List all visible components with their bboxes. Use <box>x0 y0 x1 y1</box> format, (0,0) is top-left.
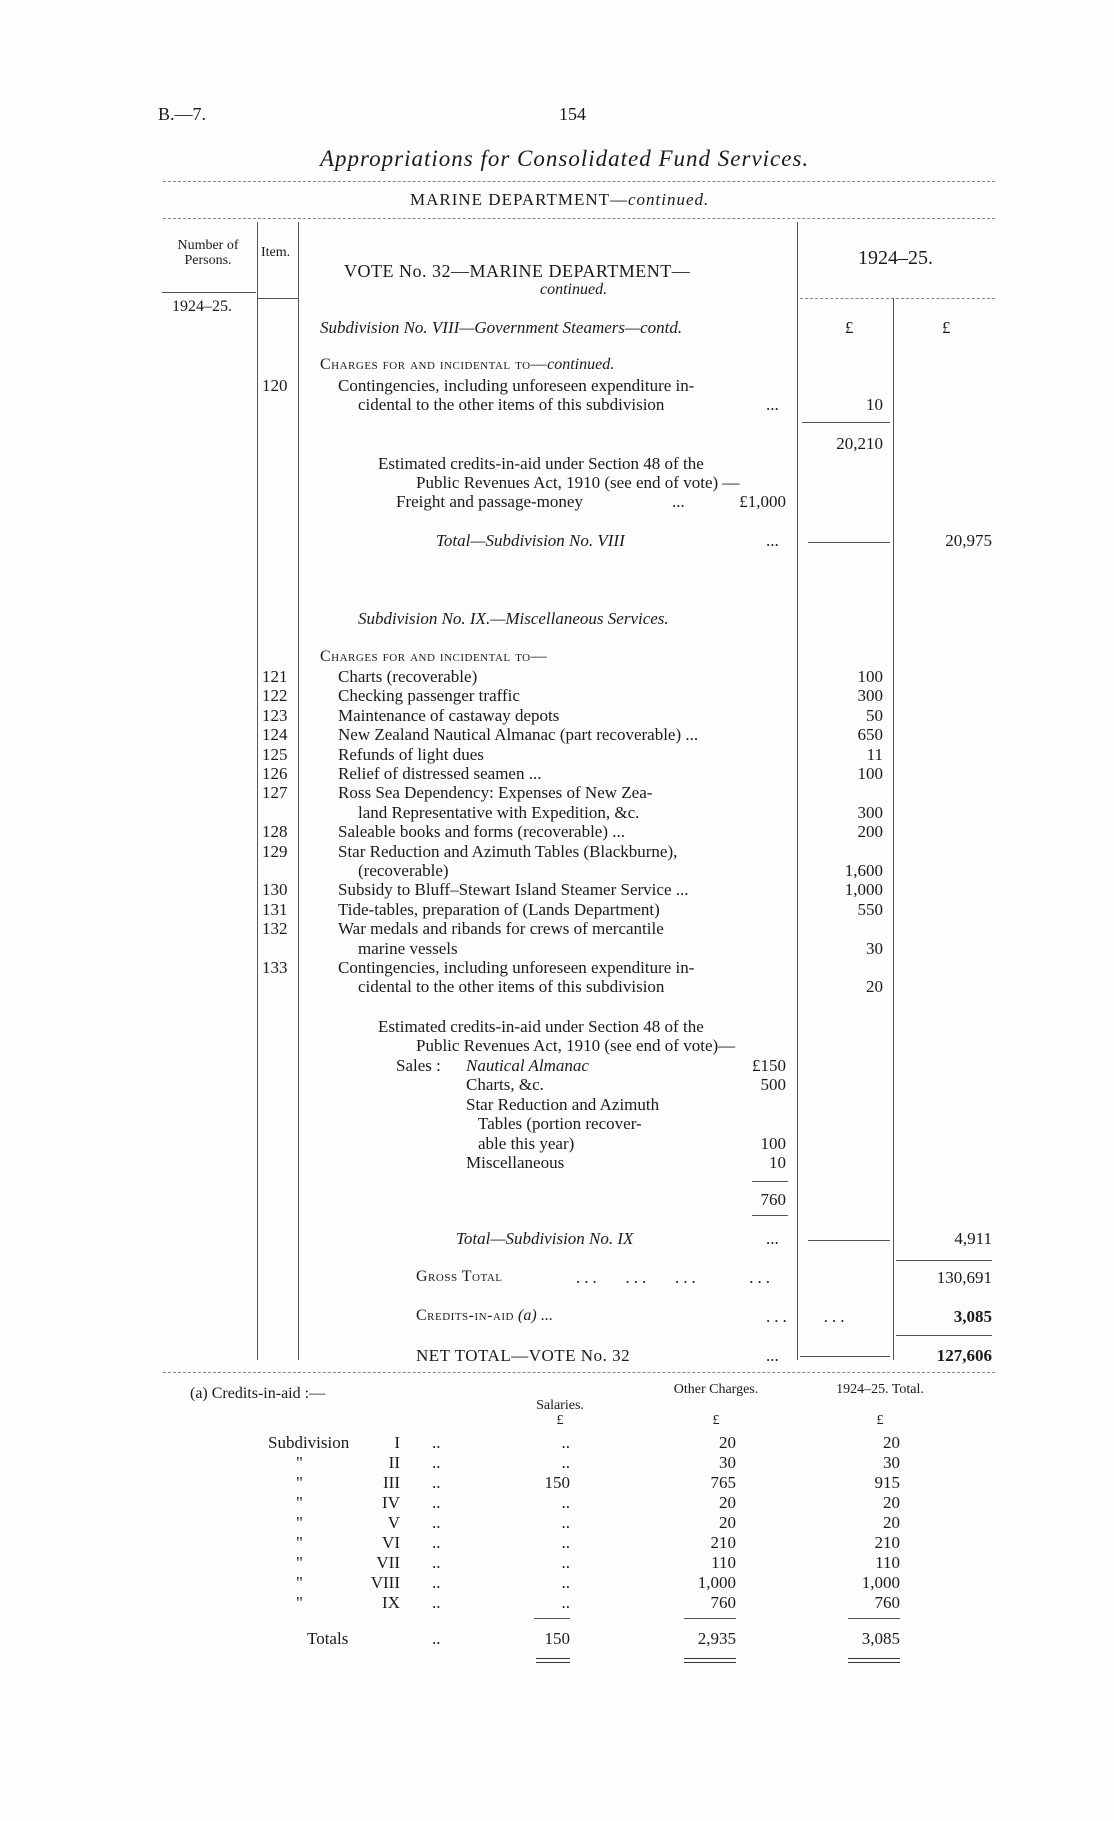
number-persons-header: Number of Persons. <box>177 238 239 268</box>
item-number: 123 <box>262 705 288 725</box>
subdivision-8-charges: Charges for and incidental to—continued. <box>320 356 615 373</box>
leader-dots: .. <box>432 1433 441 1452</box>
footnote-total: 110 <box>875 1553 900 1572</box>
credit-label: able this year) <box>478 1133 575 1153</box>
year-left-header: 1924–25. <box>172 298 232 315</box>
footnote-total: 1,000 <box>861 1573 900 1592</box>
sum-rule-total <box>848 1618 900 1619</box>
item-number: 131 <box>262 899 288 919</box>
item-description-line: Checking passenger traffic <box>338 686 520 706</box>
subdivision-9-total-label: Total—Subdivision No. IX <box>456 1229 634 1248</box>
item-120-line-1: Contingencies, including unforeseen expenditure in- <box>338 376 695 395</box>
leader-dots: .. <box>432 1629 441 1648</box>
credit-amount: £150 <box>752 1056 786 1075</box>
item-description-line: Contingencies, including unforeseen expenditure in- <box>338 958 695 977</box>
credit-label: Miscellaneous <box>466 1153 565 1172</box>
footnote-salaries: .. <box>561 1513 570 1532</box>
footnote-other-charges: 20 <box>719 1433 736 1452</box>
col-total-header: 1924–25. Total. <box>836 1382 924 1397</box>
credit-label: Star Reduction and Azimuth <box>466 1094 660 1114</box>
footnote-subdivision: " <box>296 1473 303 1492</box>
footnote-other-charges: 765 <box>710 1473 736 1492</box>
sub8-credits-line-1: Estimated credits-in-aid under Section 48 of the <box>378 454 704 473</box>
item-number: 126 <box>262 764 288 783</box>
footnote-total: 760 <box>874 1593 900 1612</box>
item-amount: 100 <box>857 667 883 686</box>
vote-title: VOTE No. 32—MARINE DEPARTMENT— <box>344 261 691 281</box>
footnote-subdivision-number: II <box>388 1453 400 1472</box>
credits-sum-rule <box>752 1181 788 1182</box>
pound-salaries: £ <box>556 1413 564 1428</box>
item-description-line: Tide-tables, preparation of (Lands Department) <box>338 899 660 919</box>
footnote-subdivision: " <box>296 1513 303 1532</box>
item-120-line-2: cidental to the other items of this subdivision <box>358 395 665 414</box>
credit-amount: 500 <box>760 1075 786 1095</box>
item-description-line: Refunds of light dues <box>338 744 484 764</box>
footnote-salaries: .. <box>561 1453 570 1472</box>
footnote-total: 20 <box>883 1513 900 1532</box>
leader-dots: ... <box>766 1229 779 1248</box>
footnote-salaries: .. <box>561 1433 570 1452</box>
footnote-subdivision: " <box>296 1593 303 1612</box>
vote-title-continued: continued. <box>540 281 608 298</box>
footnote-salaries: .. <box>561 1533 570 1552</box>
footnote-subdivision-number: IX <box>382 1593 400 1612</box>
item-amount: 100 <box>857 764 883 783</box>
leader-dots: .. <box>432 1573 441 1592</box>
footnote-other-charges: 760 <box>710 1593 736 1612</box>
sub9-credits-line-2: Public Revenues Act, 1910 (see end of vote)— <box>416 1036 736 1055</box>
footnote-totals-label: Totals <box>307 1629 349 1648</box>
col-other-header: Other Charges. <box>673 1382 759 1397</box>
footnote-subdivision-number: VII <box>376 1553 400 1572</box>
leader-dots: ... <box>672 492 685 511</box>
item-amount: 1,600 <box>844 861 883 880</box>
leader-dots: .. <box>432 1593 441 1612</box>
col-salaries-header: Salaries. <box>536 1398 584 1413</box>
subdivision-8-heading: Subdivision No. VIII—Government Steamers—contd. <box>320 318 683 337</box>
sum-rule-other <box>684 1618 736 1619</box>
footnote-other-charges: 210 <box>710 1533 736 1552</box>
item-column-rule-right <box>298 222 299 1360</box>
footnote-subdivision: " <box>296 1453 303 1472</box>
item-description-line: Saleable books and forms (recoverable) ... <box>338 822 625 842</box>
sub8-credits-line-3: Freight and passage-money <box>396 492 583 511</box>
net-dash <box>800 1356 890 1357</box>
subdivision-9-heading: Subdivision No. IX.—Miscellaneous Services. <box>358 609 669 628</box>
sub9-credits-total: 760 <box>760 1190 786 1209</box>
subdivision-9-total: 4,911 <box>954 1229 992 1248</box>
double-rule-salaries <box>536 1658 570 1663</box>
footnote-total: 20 <box>883 1433 900 1452</box>
department-subtitle: MARINE DEPARTMENT—continued. <box>410 190 710 209</box>
credit-label: Charts, &c. <box>466 1075 544 1095</box>
item-description-line: Subsidy to Bluff–Stewart Island Steamer Service ... <box>338 880 689 900</box>
footnote-salaries: .. <box>561 1573 570 1592</box>
item-amount: 200 <box>857 822 883 842</box>
footnote-other-charges: 1,000 <box>697 1573 736 1592</box>
pound-column-2: £ <box>942 318 951 337</box>
footnote-subdivision-number: III <box>383 1473 400 1492</box>
leader-dots: ... <box>766 395 779 414</box>
footnote-other-charges: 110 <box>711 1553 736 1572</box>
sales-label: Sales : <box>396 1056 441 1075</box>
total-dash-8 <box>808 542 890 543</box>
credit-label: Nautical Almanac <box>466 1056 589 1075</box>
credit-amount: 10 <box>769 1153 786 1172</box>
item-amount: 50 <box>866 705 883 725</box>
item-header-rule <box>258 298 298 299</box>
footnote-subdivision-number: IV <box>382 1493 400 1512</box>
footnote-total: 20 <box>883 1493 900 1512</box>
header-rule-left <box>162 292 256 293</box>
gross-total: 130,691 <box>936 1268 992 1287</box>
footnote-other-charges: 20 <box>719 1513 736 1532</box>
footnote-totals-salaries: 150 <box>544 1629 570 1648</box>
item-number: 122 <box>262 686 288 706</box>
footnote-salaries: 150 <box>544 1473 570 1492</box>
footnote-subdivision: " <box>296 1553 303 1572</box>
net-total-label: NET TOTAL—VOTE No. 32 <box>416 1346 631 1365</box>
credit-label: Tables (portion recover- <box>478 1114 642 1134</box>
leader-dots: ... ... <box>766 1307 849 1326</box>
credits-sum-rule-2 <box>752 1215 788 1216</box>
item-amount: 300 <box>857 802 883 822</box>
item-column-rule-left <box>257 222 258 1360</box>
leader-dots: ... ... ... ... <box>576 1268 774 1287</box>
item-number: 129 <box>262 841 288 861</box>
footnote-subdivision-number: I <box>394 1433 400 1452</box>
total-dash-9 <box>808 1240 890 1241</box>
item-amount: 11 <box>866 744 883 764</box>
footnote-totals-total: 3,085 <box>861 1629 900 1648</box>
footnote-other-charges: 20 <box>719 1493 736 1512</box>
total-column-rule <box>893 298 894 1360</box>
subdivision-8-total-label: Total—Subdivision No. VIII <box>436 531 625 550</box>
item-description-line: New Zealand Nautical Almanac (part recoverable) ... <box>338 725 699 745</box>
footnote-salaries: .. <box>561 1593 570 1612</box>
gross-total-label: Gross Total <box>416 1268 503 1285</box>
subdivision-9-charges: Charges for and incidental to— <box>320 648 548 665</box>
page-title: Appropriations for Consolidated Fund Services. <box>320 146 810 171</box>
sub8-credits-line-2: Public Revenues Act, 1910 (see end of vote) — <box>416 473 740 492</box>
year-right-header: 1924–25. <box>858 247 933 269</box>
item-amount: 20 <box>866 977 883 997</box>
sum-rule-salaries <box>534 1618 570 1619</box>
item-description-line: Maintenance of castaway depots <box>338 705 560 725</box>
subtotal-rule-8 <box>802 422 890 423</box>
item-number: 128 <box>262 822 288 842</box>
subtitle-rule <box>163 218 995 219</box>
amount-column-rule <box>797 222 798 1360</box>
item-description-line: Star Reduction and Azimuth Tables (Blackburne), <box>338 841 678 861</box>
leader-dots: .. <box>432 1533 441 1552</box>
item-number: 127 <box>262 783 288 803</box>
item-description-line: cidental to the other items of this subdivision <box>358 977 665 997</box>
double-rule-total <box>848 1658 900 1663</box>
page-number: 154 <box>559 104 586 124</box>
double-rule-other <box>684 1658 736 1663</box>
credits-in-aid-total: 3,085 <box>953 1307 992 1326</box>
item-description-line: Ross Sea Dependency: Expenses of New Zea- <box>338 783 653 803</box>
item-number-120: 120 <box>262 376 288 395</box>
item-description-line: land Representative with Expedition, &c. <box>358 802 640 822</box>
footnote-subdivision: " <box>296 1533 303 1552</box>
gross-rule <box>896 1260 992 1261</box>
leader-dots: .. <box>432 1513 441 1532</box>
footnote-subdivision: " <box>296 1573 303 1592</box>
leader-dots: ... <box>766 1346 779 1365</box>
leader-dots: .. <box>432 1473 441 1492</box>
footnote-salaries: .. <box>561 1553 570 1572</box>
footnote-subdivision-number: VI <box>382 1533 400 1552</box>
item-amount: 1,000 <box>844 880 883 900</box>
item-number: 133 <box>262 958 288 977</box>
item-number: 132 <box>262 919 288 939</box>
leader-dots: .. <box>432 1553 441 1572</box>
title-rule <box>163 181 995 182</box>
page-ref: B.—7. <box>158 104 207 124</box>
item-header: Item. <box>261 245 291 260</box>
sub8-credits-amount: £1,000 <box>739 492 786 511</box>
item-description-line: War medals and ribands for crews of mercantile <box>338 919 664 939</box>
sub9-credits-line-1: Estimated credits-in-aid under Section 48 of the <box>378 1017 704 1036</box>
item-amount: 30 <box>866 938 883 958</box>
item-amount: 300 <box>857 686 883 706</box>
footnote-other-charges: 30 <box>719 1453 736 1472</box>
net-rule <box>896 1335 992 1336</box>
credits-in-aid-label: Credits-in-aid (a) ... <box>416 1307 553 1324</box>
footnote-total: 210 <box>874 1533 900 1552</box>
footnote-total: 915 <box>874 1473 900 1492</box>
net-total: 127,606 <box>936 1346 992 1365</box>
subdivision-8-subtotal: 20,210 <box>836 434 883 453</box>
item-number: 130 <box>262 880 288 900</box>
item-amount: 550 <box>857 899 883 919</box>
leader-dots: ... <box>766 531 779 550</box>
year-right-rule <box>800 298 995 299</box>
item-description-line: marine vessels <box>358 938 458 958</box>
item-number: 124 <box>262 725 288 745</box>
item-120-amount: 10 <box>866 395 883 414</box>
subdivision-8-total: 20,975 <box>945 531 992 550</box>
item-number: 125 <box>262 744 288 764</box>
item-description-line: Relief of distressed seamen ... <box>338 764 542 783</box>
footnote-total: 30 <box>883 1453 900 1472</box>
credit-amount: 100 <box>760 1133 786 1153</box>
pound-other: £ <box>712 1413 720 1428</box>
footnote-separator <box>163 1372 995 1373</box>
footnote-subdivision: Subdivision <box>268 1433 350 1452</box>
leader-dots: .. <box>432 1493 441 1512</box>
footnote-salaries: .. <box>561 1493 570 1512</box>
footnote-label: (a) Credits-in-aid :— <box>190 1385 326 1402</box>
item-amount: 650 <box>857 725 883 745</box>
footnote-subdivision-number: V <box>387 1513 400 1532</box>
pound-total: £ <box>876 1413 884 1428</box>
footnote-subdivision-number: VIII <box>370 1573 400 1592</box>
pound-column-1: £ <box>845 318 854 337</box>
item-number: 121 <box>262 667 288 686</box>
item-description-line: (recoverable) <box>358 861 449 880</box>
footnote-subdivision: " <box>296 1493 303 1512</box>
item-description-line: Charts (recoverable) <box>338 667 478 686</box>
footnote-totals-other: 2,935 <box>697 1629 736 1648</box>
leader-dots: .. <box>432 1453 441 1472</box>
